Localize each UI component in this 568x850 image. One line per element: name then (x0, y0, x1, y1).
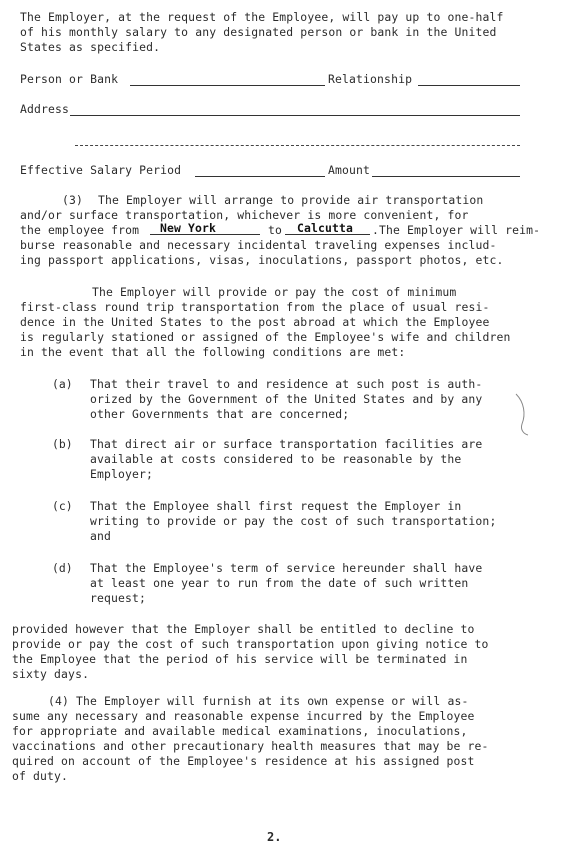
amount-field[interactable] (372, 176, 520, 177)
para4-line-6: of duty. (12, 769, 69, 783)
salary-period-label: Effective Salary Period (20, 163, 182, 177)
para4-line-2: sume any necessary and reasonable expense incurred by the Employee (12, 709, 475, 723)
intro-line-1: The Employer, at the request of the Employee, will pay up to one-half (20, 10, 504, 24)
condition-c-line-2: writing to provide or pay the cost of such transportation; (90, 514, 497, 528)
relationship-label: Relationship (328, 72, 413, 86)
para3-number: (3) (62, 193, 84, 207)
proviso-line-3: the Employee that the period of his service will be terminated in (12, 652, 468, 666)
para3-line-5: ing passport applications, visas, inoculations, passport photos, etc. (20, 253, 504, 267)
para3-line-2: and/or surface transportation, whichever is more convenient, for (20, 208, 469, 222)
margin-pencil-mark (510, 392, 532, 437)
condition-d-marker: (d) (52, 561, 73, 575)
page-number: 2. (267, 830, 282, 844)
condition-d-line-1: That the Employee's term of service hereunder shall have (90, 561, 483, 575)
person-or-bank-label: Person or Bank (20, 72, 119, 86)
address-label: Address (20, 102, 70, 116)
from-city: New York (160, 221, 217, 235)
para3-line-3-end: .The Employer will reim- (372, 223, 541, 237)
intro-line-2: of his monthly salary to any designated person or bank in the United (20, 25, 497, 39)
para3-line-1: The Employer will arrange to provide air transportation (98, 193, 484, 207)
para3-to-word: to (268, 223, 283, 237)
condition-c-line-3: and (90, 529, 112, 543)
para3-line-3-start: the employee from (20, 223, 140, 237)
proviso-line-1: provided however that the Employer shall be entitled to decline to (12, 622, 475, 636)
family-para-line-5: in the event that all the following conditions are met: (20, 345, 406, 359)
condition-b-marker: (b) (52, 437, 73, 451)
para4-line-1: (4) The Employer will furnish at its own expense or will as- (48, 694, 469, 708)
family-para-line-1: The Employer will provide or pay the cost of minimum (92, 285, 457, 299)
condition-a-line-1: That their travel to and residence at such post is auth- (90, 377, 483, 391)
from-city-underline (150, 234, 260, 235)
to-city-underline (285, 234, 370, 235)
relationship-field[interactable] (418, 85, 520, 86)
condition-c-marker: (c) (52, 499, 73, 513)
condition-b-line-1: That direct air or surface transportation facilities are (90, 437, 483, 451)
salary-period-field[interactable] (195, 176, 325, 177)
intro-line-3: States as specified. (20, 40, 161, 54)
condition-d-line-3: request; (90, 591, 147, 605)
person-or-bank-field[interactable] (130, 85, 325, 86)
amount-label: Amount (328, 163, 371, 177)
address-continuation-line[interactable] (75, 145, 520, 146)
condition-a-marker: (a) (52, 377, 73, 391)
proviso-line-4: sixty days. (12, 667, 90, 681)
family-para-line-3: dence in the United States to the post abroad at which the Employee (20, 315, 490, 329)
family-para-line-4: is regularly stationed or assigned of the Employee's wife and children (20, 330, 511, 344)
address-field[interactable] (70, 115, 520, 116)
to-city: Calcutta (297, 221, 354, 235)
para4-line-5: quired on account of the Employee's residence at his assigned post (12, 754, 475, 768)
condition-b-line-2: available at costs considered to be reasonable by the (90, 452, 462, 466)
condition-a-line-2: orized by the Government of the United States and by any (90, 392, 483, 406)
condition-b-line-3: Employer; (90, 467, 154, 481)
condition-d-line-2: at least one year to run from the date of such written (90, 576, 469, 590)
proviso-line-2: provide or pay the cost of such transportation upon giving notice to (12, 637, 489, 651)
condition-c-line-1: That the Employee shall first request the Employer in (90, 499, 462, 513)
para3-line-4: burse reasonable and necessary incidental traveling expenses includ- (20, 238, 497, 252)
para4-line-4: vaccinations and other precautionary health measures that may be re- (12, 739, 489, 753)
para4-line-3: for appropriate and available medical examinations, inoculations, (12, 724, 468, 738)
family-para-line-2: first-class round trip transportation from the place of usual resi- (20, 300, 490, 314)
condition-a-line-3: other Governments that are concerned; (90, 407, 350, 421)
